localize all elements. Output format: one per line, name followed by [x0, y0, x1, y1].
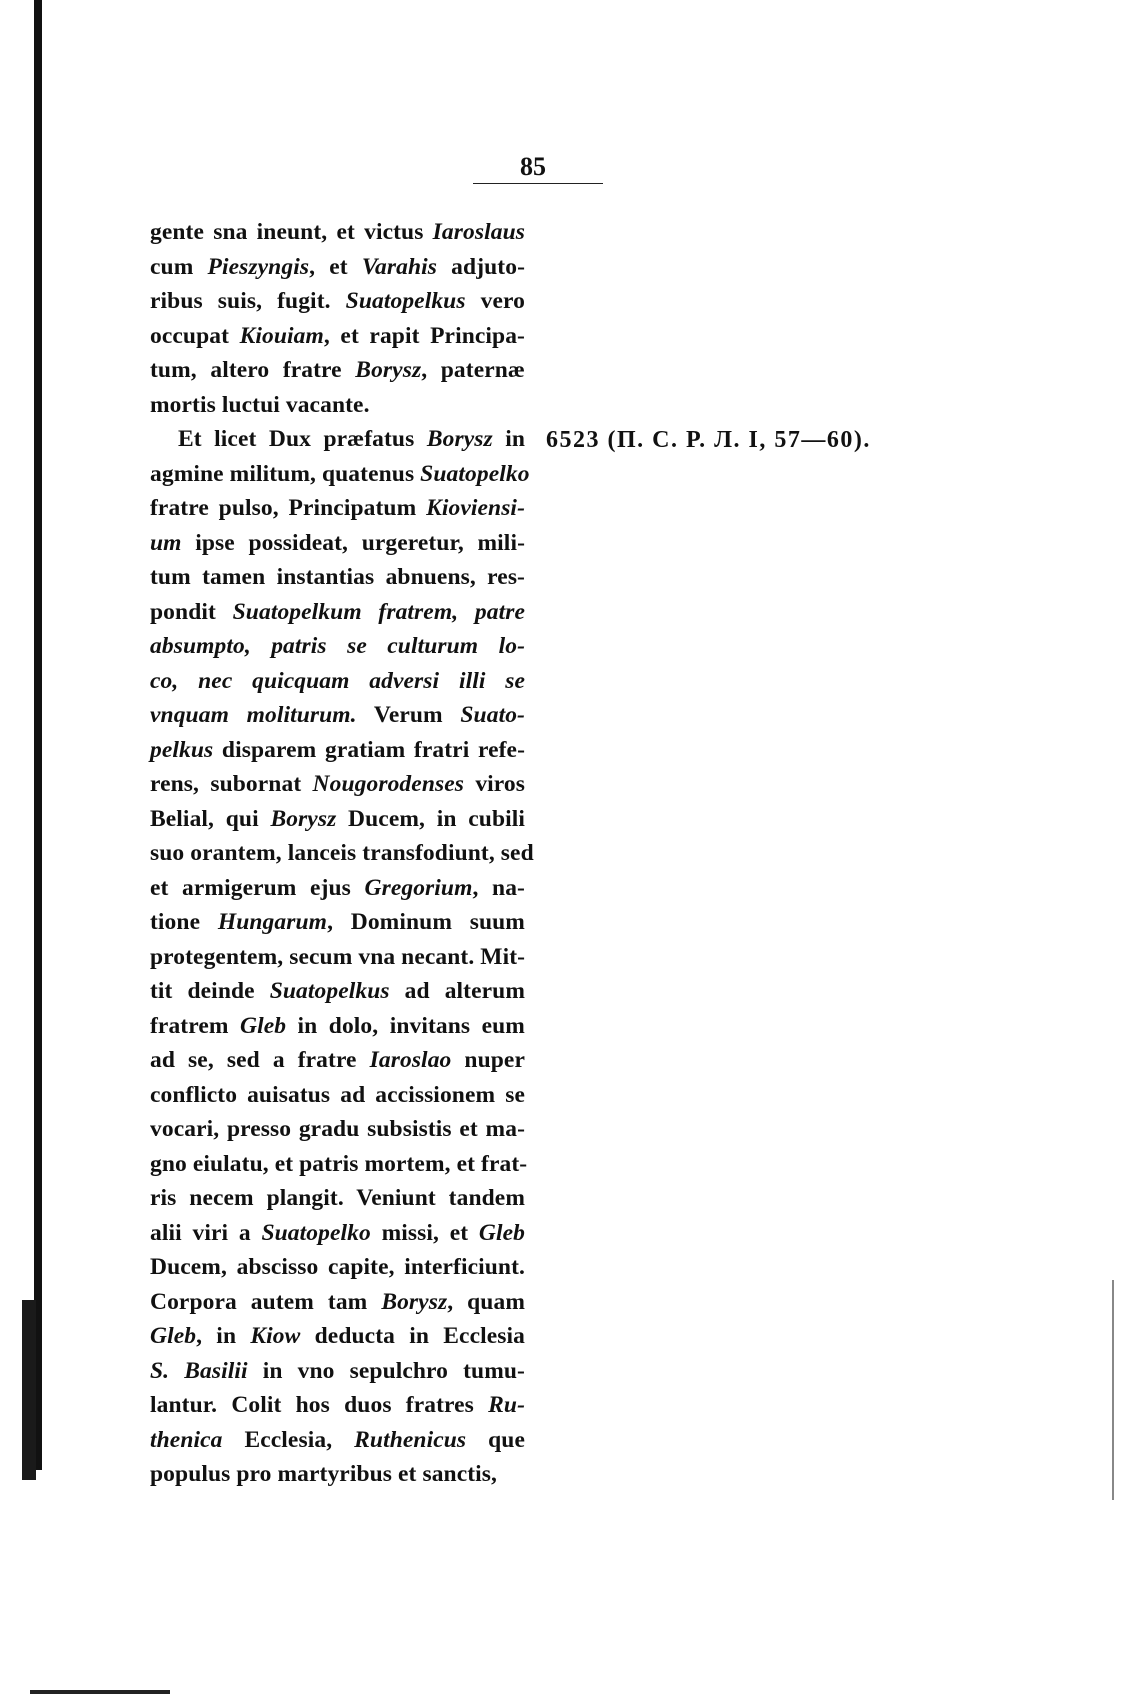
text-run: tit deinde [150, 978, 270, 1004]
text-run: que [466, 1426, 525, 1453]
italic-name: Gregorium [364, 874, 473, 901]
text-run: , et rapit Principa- [323, 322, 525, 349]
text-line [150, 491, 525, 526]
margin-note: 6523 (П. С. Р. Л. I, 57—60). [546, 427, 871, 453]
text-line [150, 1112, 525, 1147]
text-run: disparem gratiam fratri refe- [213, 736, 525, 763]
scan-edge-mark [1112, 1280, 1114, 1500]
text-run: ipse possideat, urgeretur, mili- [181, 529, 525, 556]
text-run: alii viri a [150, 1219, 262, 1246]
text-run: , et [309, 253, 362, 280]
italic-name: co, nec quicquam adversi illi se [150, 667, 525, 694]
text-line [150, 1009, 525, 1044]
italic-name: Kiow [250, 1323, 301, 1349]
text-line [150, 422, 525, 457]
text-run: vero [465, 288, 525, 314]
text-run: Ducem, in cubili [336, 805, 526, 832]
scan-smudge [30, 1690, 170, 1694]
text-run: ribus suis, fugit. [150, 288, 346, 314]
italic-name: Iaroslaus [432, 219, 525, 245]
text-run: cum [150, 253, 208, 280]
italic-name: vnquam moliturum. [150, 702, 357, 728]
text-run: in vno sepulchro tumu- [247, 1357, 525, 1384]
text-run: ad se, sed a fratre [150, 1047, 370, 1073]
text-run: tum, altero fratre [150, 357, 356, 383]
text-run: deducta in Ecclesia [300, 1323, 525, 1349]
italic-name: pelkus [150, 736, 214, 763]
italic-name: Varahis [361, 253, 438, 280]
page-number: 85 [520, 152, 546, 181]
italic-name: um [150, 529, 182, 556]
text-run: gno eiulatu, et patris mortem, et frat- [150, 1150, 528, 1177]
text-run: Corpora autem tam [150, 1288, 382, 1315]
text-run: Belial, qui [150, 805, 271, 832]
italic-name: Gleb [150, 1323, 197, 1349]
text-run: , in [196, 1323, 251, 1349]
text-line [150, 284, 525, 319]
text-line [150, 1147, 528, 1182]
text-line [150, 250, 525, 285]
text-line [150, 767, 525, 802]
text-run: fratrem [150, 1012, 240, 1039]
text-run: et armigerum ejus [150, 874, 365, 901]
text-run: vocari, presso gradu subsistis et ma- [150, 1116, 525, 1142]
text-run: suo orantem, lanceis transfodiunt, sed [150, 840, 534, 866]
text-line [150, 526, 525, 561]
text-line [150, 974, 525, 1009]
text-run: lantur. Colit hos duos fratres [150, 1392, 489, 1418]
text-line [150, 215, 525, 250]
text-line [150, 1423, 525, 1458]
italic-name: S. Basilii [150, 1357, 248, 1384]
italic-name: Nougorodenses [312, 771, 465, 797]
text-line [150, 1285, 525, 1320]
italic-name: Borysz [381, 1288, 448, 1315]
text-run: viros [464, 771, 525, 797]
text-line [150, 1319, 525, 1354]
text-run: Ducem, abscisso capite, interficiunt. [150, 1254, 525, 1280]
text-line [150, 595, 525, 630]
text-run: ad alterum [389, 978, 525, 1004]
text-line [150, 388, 525, 423]
italic-name: Iaroslao [369, 1047, 452, 1073]
text-line [150, 319, 525, 354]
text-run: adjuto- [437, 253, 525, 280]
italic-name: Suatopelko [420, 460, 530, 487]
italic-name: absumpto, patris se culturum lo- [150, 633, 525, 659]
text-run: nuper [451, 1047, 525, 1073]
text-run: agmine militum, quatenus [150, 460, 421, 487]
text-line [150, 802, 525, 837]
italic-name: Kioviensi- [426, 495, 525, 521]
text-run: in dolo, invitans eum [286, 1012, 525, 1039]
text-run: missi, et [370, 1219, 479, 1246]
text-line [150, 871, 525, 906]
text-run: populus pro martyribus et sanctis, [150, 1461, 498, 1487]
italic-name: Hungarum [217, 909, 328, 935]
italic-name: Gleb [478, 1219, 526, 1246]
text-line [150, 1250, 525, 1285]
text-run: occupat [150, 322, 240, 349]
italic-name: Suatopelko [261, 1219, 371, 1246]
italic-name: Pieszyngis [207, 253, 310, 280]
text-run: mortis luctui vacante. [150, 391, 370, 418]
italic-name: Gleb [240, 1012, 287, 1039]
text-line [150, 560, 525, 595]
text-line [150, 905, 525, 940]
italic-name: Kiouiam [239, 322, 324, 349]
text-run: Verum [356, 702, 461, 728]
text-line [150, 1354, 525, 1389]
text-line [150, 836, 534, 871]
italic-name: Borysz [355, 357, 422, 383]
text-line [150, 698, 525, 733]
text-run: fratre pulso, Principatum [150, 495, 427, 521]
italic-name: Ru- [488, 1392, 525, 1418]
italic-name: Borysz [270, 805, 337, 832]
text-run: Ecclesia, [222, 1426, 355, 1453]
text-line [150, 1078, 525, 1113]
text-run: , na- [472, 874, 525, 901]
text-line [150, 457, 530, 492]
binding-edge [34, 0, 42, 1470]
italic-name: Suatopelkum fratrem, patre [232, 598, 525, 625]
text-run: conflicto auisatus ad accissionem se [150, 1081, 525, 1108]
text-run: gente sna ineunt, et victus [150, 219, 433, 245]
body-text [150, 215, 534, 1492]
italic-name: Borysz [426, 426, 493, 452]
text-line [150, 1457, 525, 1492]
italic-name: Suatopelkus [269, 978, 390, 1004]
text-line [150, 664, 525, 699]
text-run: Et licet Dux præfatus [178, 426, 427, 452]
text-line [150, 353, 525, 388]
text-line [150, 629, 525, 664]
text-run: tum tamen instantias abnuens, res- [150, 564, 525, 590]
text-run: tione [150, 909, 218, 935]
italic-name: thenica [150, 1426, 223, 1453]
italic-name: Suatopelkus [345, 288, 466, 314]
text-line [150, 1388, 525, 1423]
binding-shadow [22, 1300, 36, 1480]
text-run: in [492, 426, 525, 452]
italic-name: Ruthenicus [354, 1426, 467, 1453]
text-run: , Dominum suum [327, 909, 525, 935]
text-line [150, 940, 525, 975]
text-run: , quam [447, 1288, 525, 1315]
text-run: ris necem plangit. Veniunt tandem [150, 1185, 525, 1211]
text-line [150, 1181, 525, 1216]
text-line [150, 1043, 525, 1078]
text-run: rens, subornat [150, 771, 313, 797]
text-run: pondit [150, 598, 233, 625]
page-number-rule [473, 183, 603, 184]
text-line [150, 1216, 525, 1251]
italic-name: Suato- [460, 702, 525, 728]
text-line [150, 733, 525, 768]
text-run: , paternæ [421, 357, 526, 383]
text-run: protegentem, secum vna necant. Mit- [150, 943, 526, 970]
